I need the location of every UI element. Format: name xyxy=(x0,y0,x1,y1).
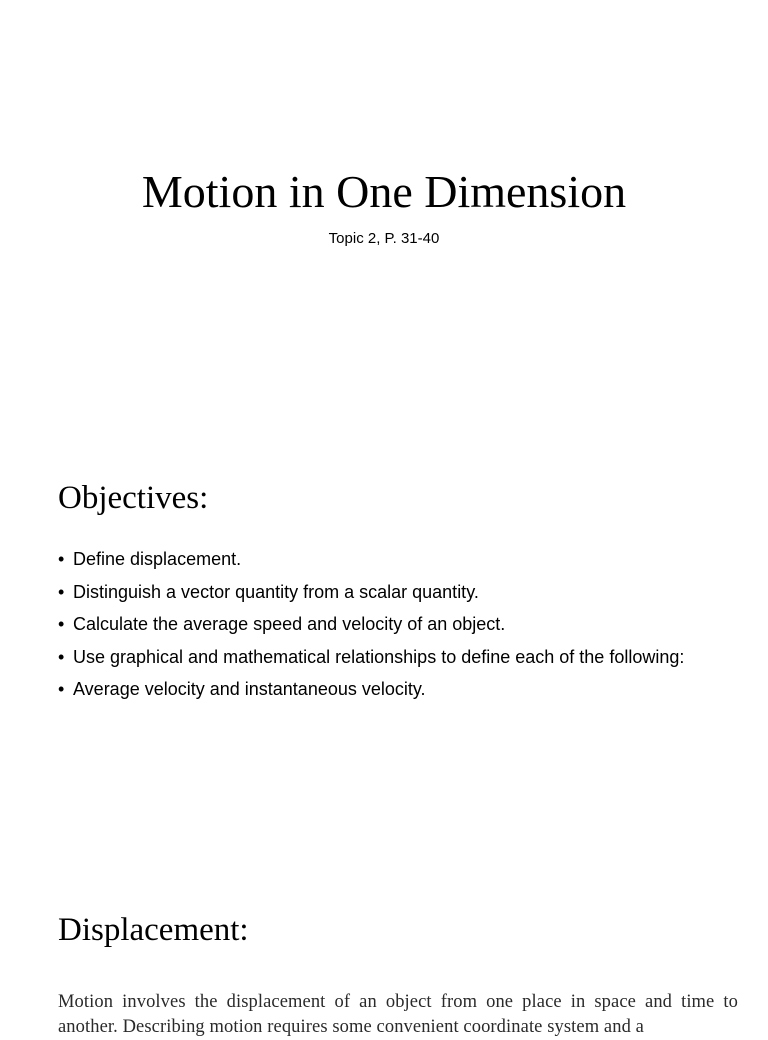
displacement-heading: Displacement: xyxy=(58,912,249,948)
objectives-heading: Objectives: xyxy=(58,480,209,516)
list-item xyxy=(58,613,718,635)
title-slide xyxy=(0,0,768,420)
scanned-text-excerpt: Motion involves the displacement of an object from one place in space and time to another. Describing motion requires some convenient coordinate system and a xyxy=(58,992,738,1037)
objectives-slide xyxy=(0,440,768,830)
list-item-text: Calculate the average speed and velocity of an object. xyxy=(73,614,506,634)
bullet-icon: • xyxy=(58,549,65,569)
bullet-icon: • xyxy=(58,581,65,602)
bullet-icon: • xyxy=(58,614,65,634)
list-item-text: Average velocity and instantaneous velocity. xyxy=(73,679,426,699)
slide-subtitle: Topic 2, P. 31-40 xyxy=(328,230,440,247)
list-item xyxy=(58,581,718,603)
list-item xyxy=(58,646,718,668)
bullet-icon: • xyxy=(58,679,65,699)
displacement-slide xyxy=(0,850,768,1037)
list-item-text: Define displacement. xyxy=(73,549,242,569)
list-item xyxy=(58,678,718,700)
objectives-list xyxy=(58,548,718,711)
list-item-text: Use graphical and mathematical relationships to define each of the following: xyxy=(73,646,685,667)
slide-title: Motion in One Dimension xyxy=(141,166,627,217)
list-item-text: Distinguish a vector quantity from a scalar quantity. xyxy=(73,581,479,602)
bullet-icon: • xyxy=(58,646,65,667)
list-item xyxy=(58,548,718,570)
